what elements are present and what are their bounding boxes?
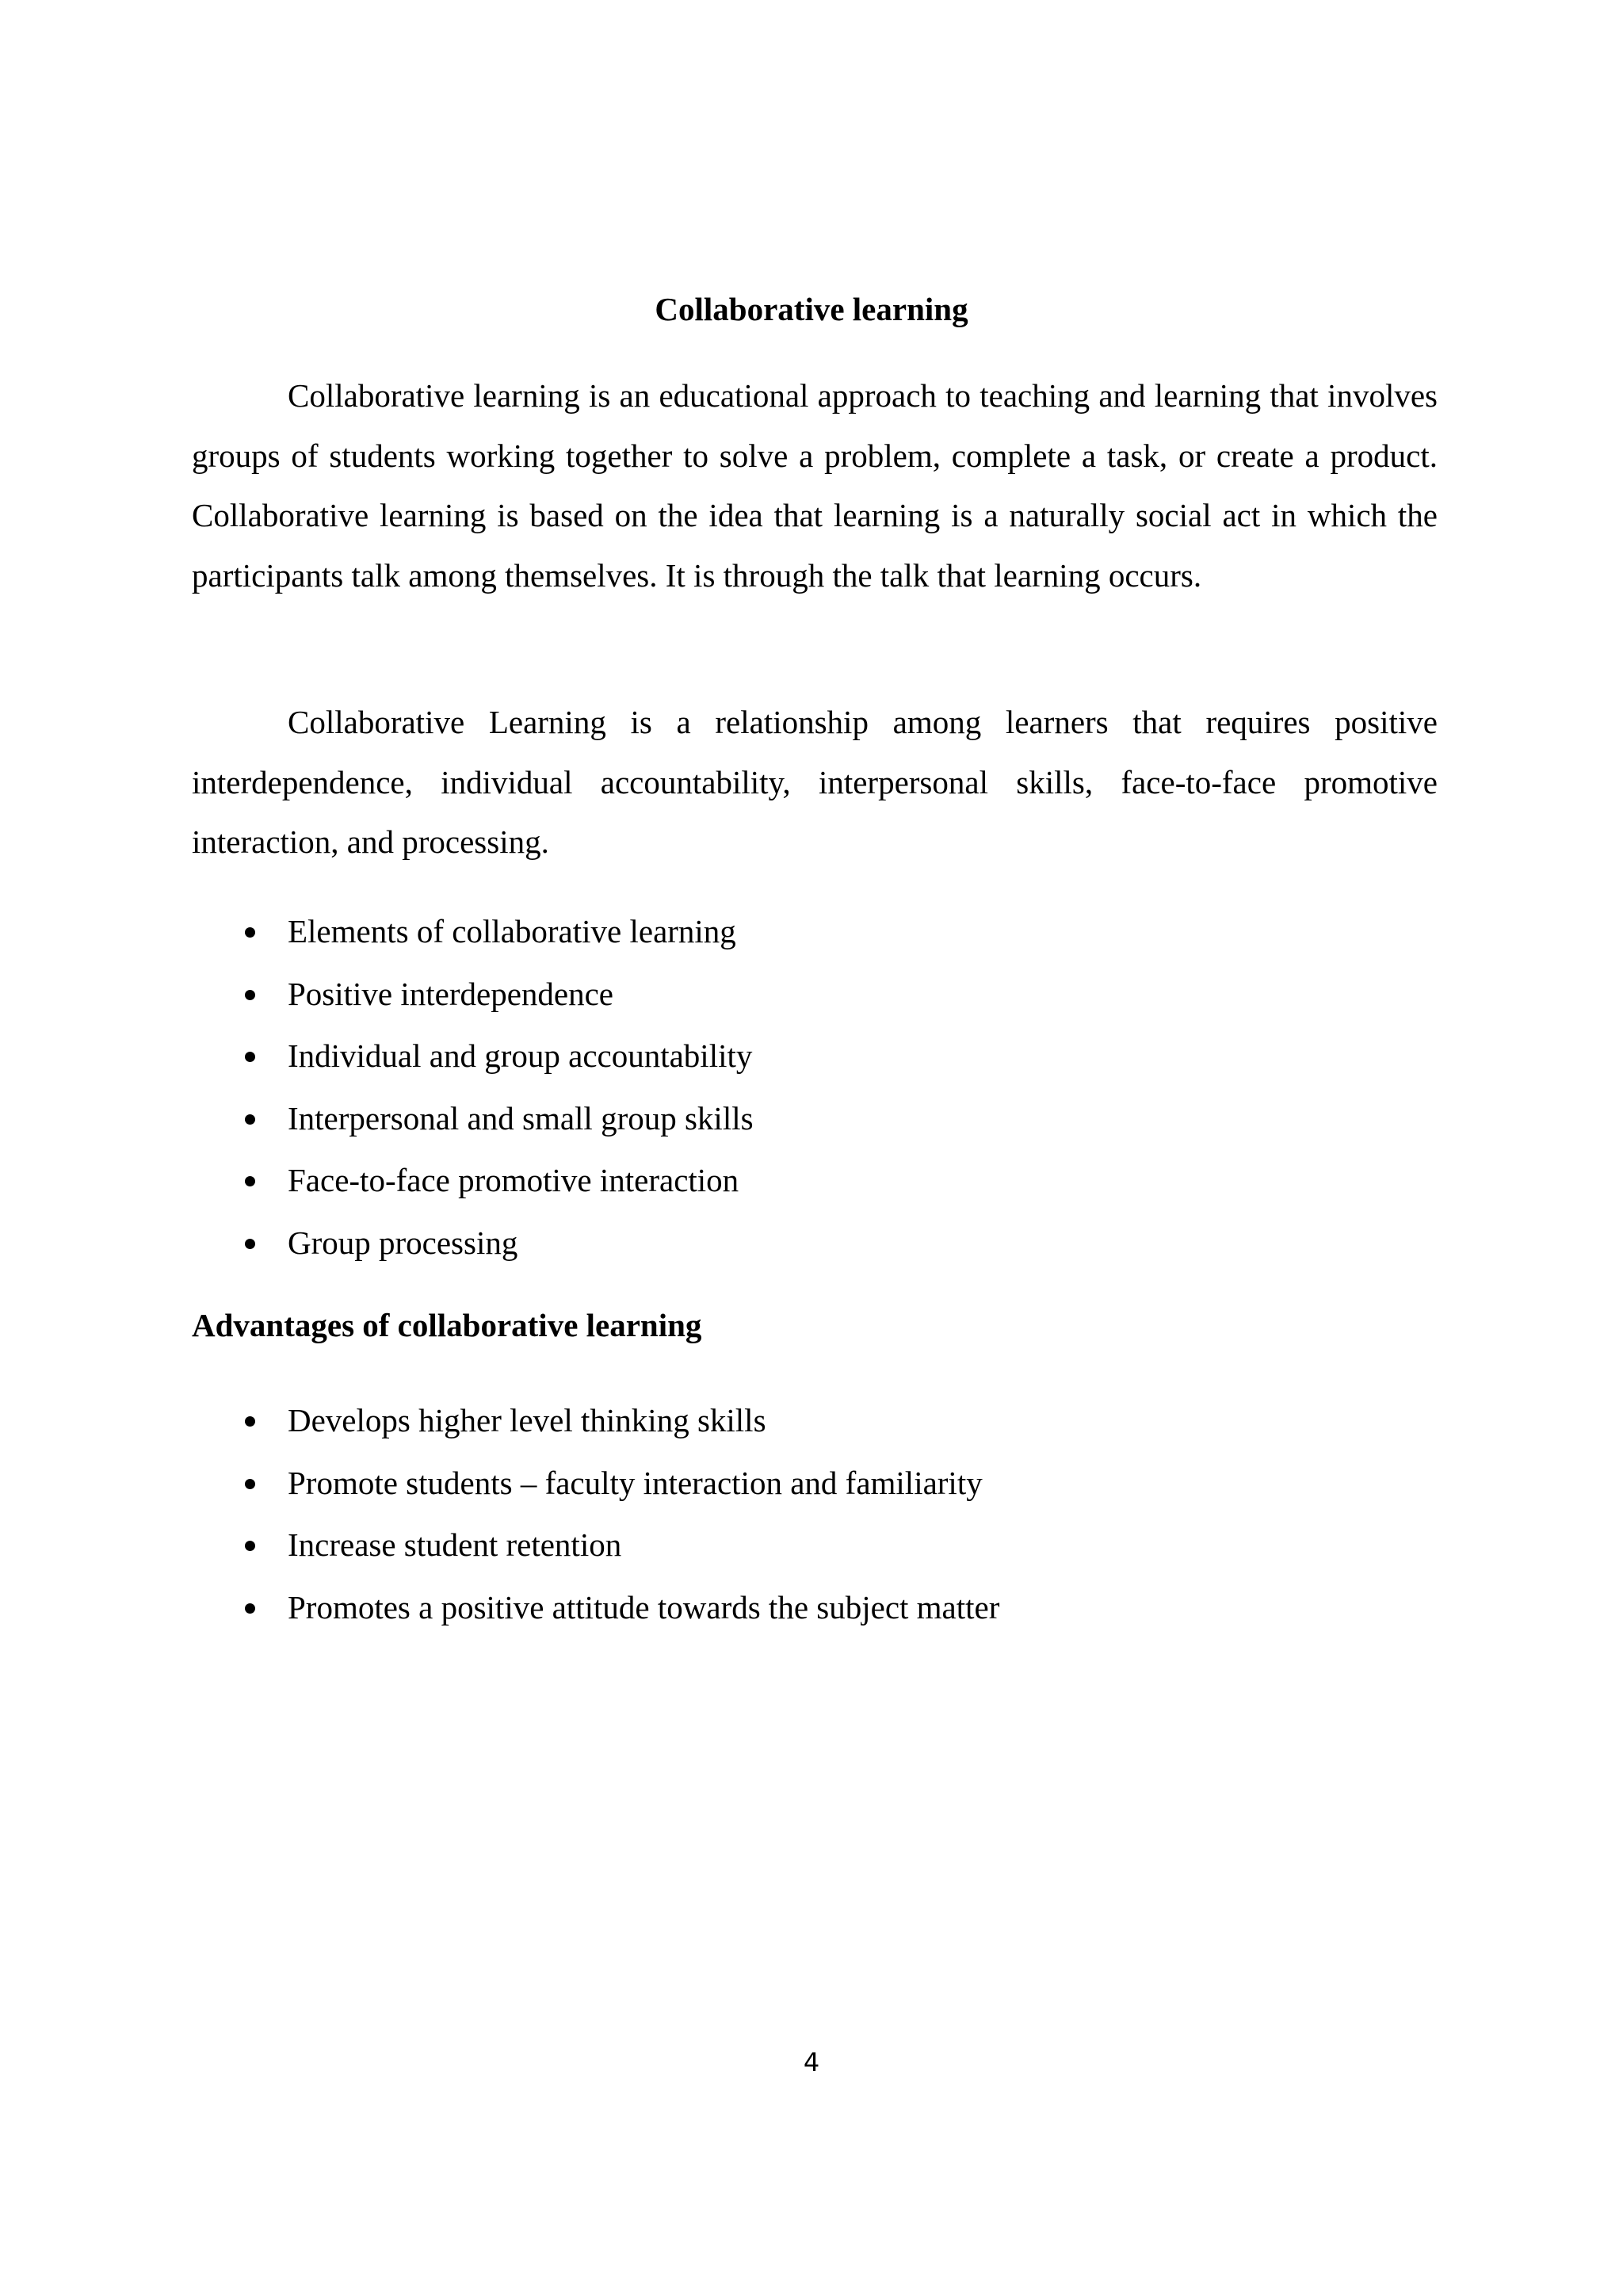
bullet-icon	[245, 1176, 255, 1186]
list-item-text: Develops higher level thinking skills	[288, 1402, 766, 1438]
bullet-icon	[245, 990, 255, 1000]
list-item-text: Elements of collaborative learning	[288, 913, 736, 949]
bullet-icon	[245, 1239, 255, 1249]
bullet-icon	[245, 1052, 255, 1062]
page-title: Collaborative learning	[655, 291, 968, 327]
list-item-text: Face-to-face promotive interaction	[288, 1162, 739, 1198]
page-number: 4	[803, 2047, 820, 2077]
bullet-icon	[245, 1416, 255, 1427]
list-item-text: Promote students – faculty interaction and familiarity	[288, 1464, 983, 1501]
list-item-text: Interpersonal and small group skills	[288, 1099, 754, 1137]
list-item-text: Positive interdependence	[288, 975, 614, 1012]
bullet-icon	[245, 1603, 255, 1614]
list-item-text: Promotes a positive attitude towards the subject matter	[288, 1588, 1000, 1626]
bullet-icon	[245, 1541, 255, 1551]
advantages-heading: Advantages of collaborative learning	[192, 1307, 702, 1343]
list-item-text: Group processing	[288, 1224, 518, 1261]
bullet-icon	[245, 1114, 255, 1125]
bullet-icon	[245, 927, 255, 938]
list-item-text: Individual and group accountability	[288, 1037, 753, 1074]
paragraph-intro: Collaborative learning is an educational approach to teaching and learning that involves groups of students working together to solve a problem, complete a task, or create a product. Collaborative learning is based on the idea that learning is a naturally social act in which the participants talk among themselves. It is through the talk that learning occurs.	[192, 377, 1438, 594]
paragraph-relationship: Collaborative Learning is a relationship among learners that requires positive interdependence, individual accountability, interpersonal skills, face-to-face promotive interaction, and processing.	[192, 704, 1438, 860]
list-item-text: Increase student retention	[288, 1526, 622, 1563]
bullet-icon	[245, 1479, 255, 1489]
